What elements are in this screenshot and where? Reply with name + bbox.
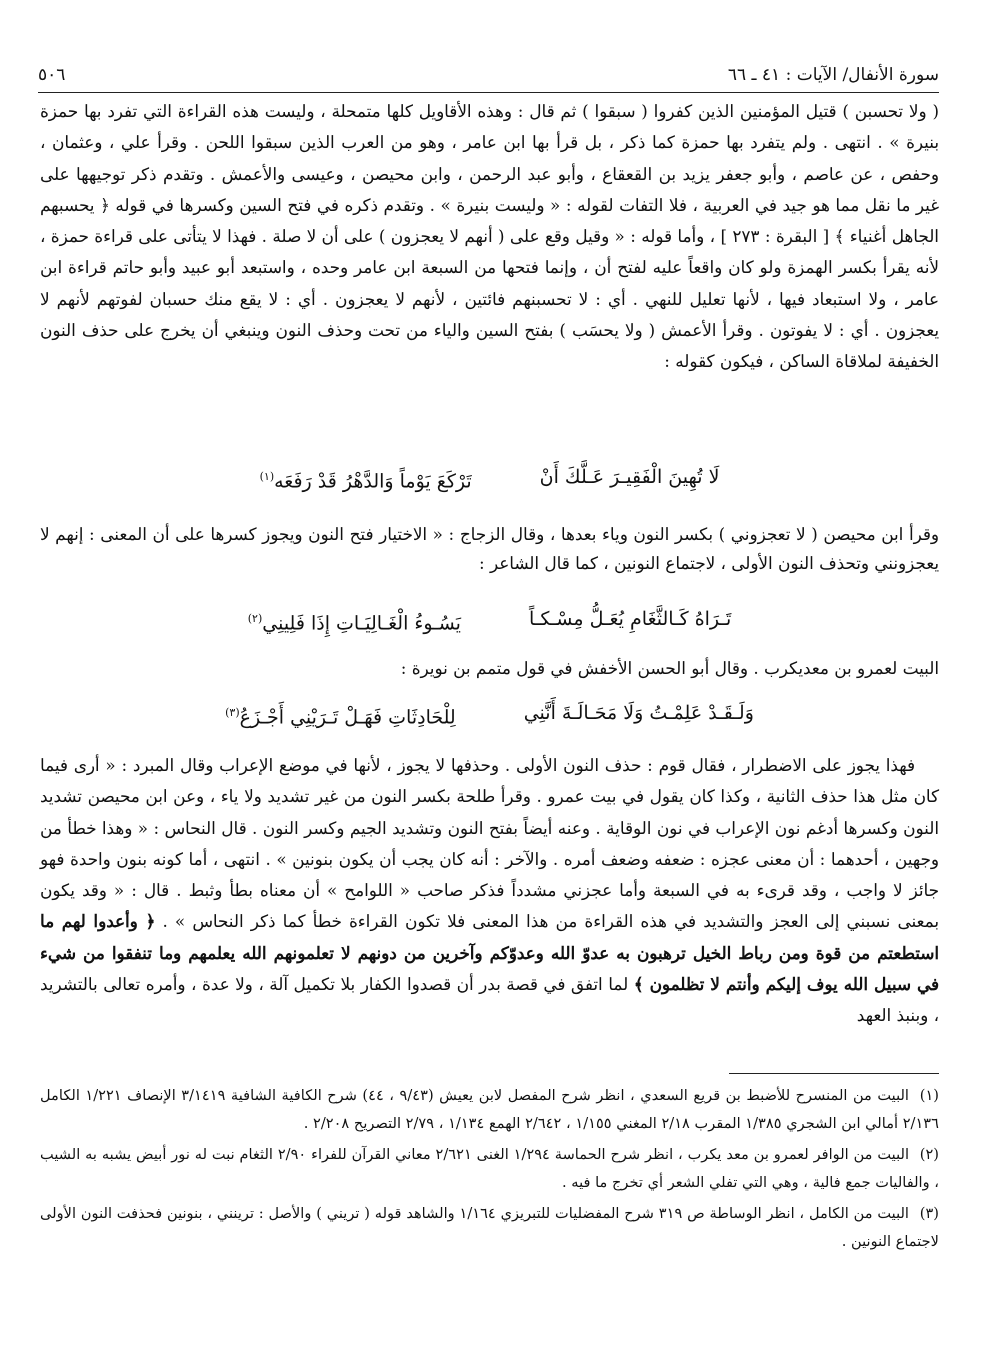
- surah-info: سورة الأنفال/ الآيات : ٤١ ـ ٦٦: [727, 65, 939, 85]
- footnote-rule: [729, 1073, 939, 1074]
- footnotes: [40, 1082, 939, 1259]
- verse-1-footnote-mark: (١): [259, 470, 275, 483]
- verse-1-hemistich-2-wrap: [260, 462, 472, 496]
- footnote-3: [40, 1200, 939, 1255]
- poetry-verse-1: [40, 462, 939, 496]
- verse-2-hemistich-2: يَسُـوءُ الْغَـالِيَـاتِ إِذَا فَلِينِي: [262, 612, 461, 635]
- footnote-3-text: البيت من الكامل ، انظر الوساطة ص ٣١٩ شرح المفضليات للتبريزي ١/١٦٤ والشاهد قوله ( تريني ) والأصل : ترينني ، بنونين فحذفت النون الأولى لاجتماع النونين .: [40, 1205, 939, 1250]
- footnote-1-number: (١): [919, 1087, 939, 1104]
- verse-1-hemistich-1: لَا تُهِينَ الْفَقِيـرَ عَـلَّكَ أَنْ: [539, 466, 720, 488]
- footnote-3-number: (٣): [919, 1205, 939, 1222]
- paragraph-4-tail: لما اتفق في قصة بدر أن قصدوا الكفار بلا تكميل آلة ، ولا عدة ، وأمره تعالى بالتشريد ، وبنبذ العهد: [40, 974, 939, 1026]
- footnote-1: [40, 1082, 939, 1137]
- verse-3-hemistich-1: وَلَـقَـدْ عَلِمْـتُ وَلَا مَحَـالَـةَ أَنَّنِي: [523, 702, 754, 724]
- paragraph-1: ( ولا تحسبن ) قتيل المؤمنين الذين كفروا ( سبقوا ) ثم قال : وهذه الأقاويل كلها متمحلة ، وليست هذه القراءة التي تفرد بها حمزة بنيرة » . انتهى . ولم يتفرد بها حمزة كما ذكر ، بل قرأ بها ابن عامر ، وهو من العرب الذين سبقوا اللحن . وقرأ علي ، وعثمان ، وحفص ، عن عاصم ، وأبو جعفر يزيد بن القعقاع ، وأبو عبد الرحمن ، وابن محيصن ، وعيسى والأعمش . وتقدم ذكر توجيهها على غير ما نقل مما هو جيد في العربية ، فلا التفات لقوله : « وليست بنيرة » . وتقدم ذكره في فتح السين وكسرها في قوله ﴿ يحسبهم الجاهل أغنياء ﴾ [ البقرة : ٢٧٣ ] ، وأما قوله : « وقيل وقع على ( أنهم لا يعجزون ) على أن لا صلة . فهذا لا يتأتى على قراءة حمزة ، لأنه يقرأ بكسر الهمزة ولو كان واقعاً عليه لفتح أن ، وإنما فتحها من السبعة ابن عامر وحده ، واستبعد أبو عبيد وأبو حاتم قراءة ابن عامر ، ولا استبعاد فيها ، لأنها تعليل للنهي . أي : لا تحسبنهم فائتين ، لأنهم لا يعجزون . أي : لا يقع منك حسبان لفوتهم لأنهم لا يعجزون . أي : لا يفوتون . وقرأ الأعمش ( ولا يحسَب ) بفتح السين والياء من تحت وحذف النون وينبغي أن يخرج على حذف النون الخفيفة لملاقاة الساكن ، فيكون كقوله :: [40, 101, 939, 372]
- verse-2-hemistich-1: تَـرَاهُ كَـالثَّغَامِ يُعَـلُّ مِسْـكـاً: [528, 608, 732, 630]
- paragraph-3: البيت لعمرو بن معديكرب . وقال أبو الحسن الأخفش في قول متمم بن نويرة :: [400, 658, 939, 678]
- verse-3-footnote-mark: (٣): [225, 706, 240, 719]
- verse-2-hemistich-2-wrap: [248, 604, 461, 638]
- main-text-block-3: [40, 654, 939, 683]
- verse-3-hemistich-2-wrap: [225, 698, 456, 732]
- footnote-2-number: (٢): [919, 1146, 939, 1163]
- verse-3-hemistich-2: لِلْحَادِثَاتِ فَهَـلْ تَـرَيْنِي أَجْـزَعُ: [239, 706, 456, 729]
- header-rule: [38, 92, 939, 93]
- footnote-2: [40, 1141, 939, 1196]
- footnote-2-text: البيت من الوافر لعمرو بن معد يكرب ، انظر شرح الحماسة ١/٢٩٤ الغنى ٢/٦٢١ معاني القرآن للفراء ٢/٩٠ الثغام نبت له نور أبيض يشبه به الشيب ، والفاليات جمع فالية ، وهي التي تفلي الشعر أي تخرج ما فيه .: [40, 1146, 939, 1191]
- main-text-block-1: [40, 96, 939, 378]
- paragraph-2: وقرأ ابن محيصن ( لا تعجزوني ) بكسر النون وياء بعدها ، وقال الزجاج : « الاختيار فتح النون ويجوز كسرها على أن المعنى : إنهم لا يعجزونني وتحذف النون الأولى ، لاجتماع النونين ، كما قال الشاعر :: [40, 524, 939, 573]
- verse-1-hemistich-2: تَرْكَعَ يَوْماً وَالدَّهْرُ قَدْ رَفَعَه: [274, 470, 472, 493]
- page-number: ٥٠٦: [38, 65, 66, 85]
- paragraph-4-text: فهذا يجوز على الاضطرار ، فقال قوم : حذف النون الأولى . وحذفها لا يجوز ، لأنها في موضع الإعراب وقال المبرد : « أرى فيما كان مثل هذا حذف الثانية ، وكذا كان يقول في بيت عمرو . وقرأ طلحة بكسر النون من غير تشديد ولا ياء ، وعن ابن محيصن تشديد النون وكسرها أدغم نون الإعراب في نون الوقاية . وعنه أيضاً بفتح النون وتشديد الجيم وكسر النون . قال النحاس : « وهذا خطأ من وجهين ، أحدهما : أن معنى عجزه : ضعفه وضعف أمره . والآخر : أنه كان يجب أن يكون بنونين » . انتهى ، أما كونه بنون واحدة فهو جائز لا واجب ، وقد قرىء به في السبعة وأما عجزني مشدداً فذكر صاحب « اللوامح » أن معناه بطأ وثبط . قال : « وقد يكون بمعنى نسبني إلى العجز والتشديد في هذه القراءة من هذا المعنى فلا تكون القراءة خطأ كما ذكر النحاس » .: [40, 755, 939, 932]
- poetry-verse-2: [40, 604, 939, 638]
- main-text-block-4: [40, 750, 939, 1032]
- running-header: [38, 60, 939, 90]
- footnote-1-text: البيت من المنسرح للأضبط بن قريع السعدي ، انظر شرح المفصل لابن يعيش (٩/٤٣ ، ٤٤) شرح الكافية الشافية ٣/١٤١٩ الإنصاف ١/٢٢١ الكامل ٢/١٣٦ أمالي ابن الشجري ١/٣٨٥ المقرب ٢/١٨ المغني ١/١٥٥ ، ٢/٦٤٢ الهمع ١/١٣٤ ، ٢/٧٩ التصريح ٢/٢٠٨ .: [40, 1087, 939, 1132]
- quran-verse: ﴿ وأعدوا لهم ما استطعتم من قوة ومن رباط الخيل ترهبون به عدوّ الله وعدوّكم وآخرين من دونهم لا تعلمونهم الله يعلمهم وما تنفقوا من شيء في سبيل الله يوف إليكم وأنتم لا تظلمون ﴾: [40, 911, 939, 995]
- main-text-block-2: [40, 520, 939, 578]
- verse-2-footnote-mark: (٢): [247, 612, 263, 625]
- paragraph-4: [40, 750, 939, 1032]
- poetry-verse-3: [40, 698, 939, 732]
